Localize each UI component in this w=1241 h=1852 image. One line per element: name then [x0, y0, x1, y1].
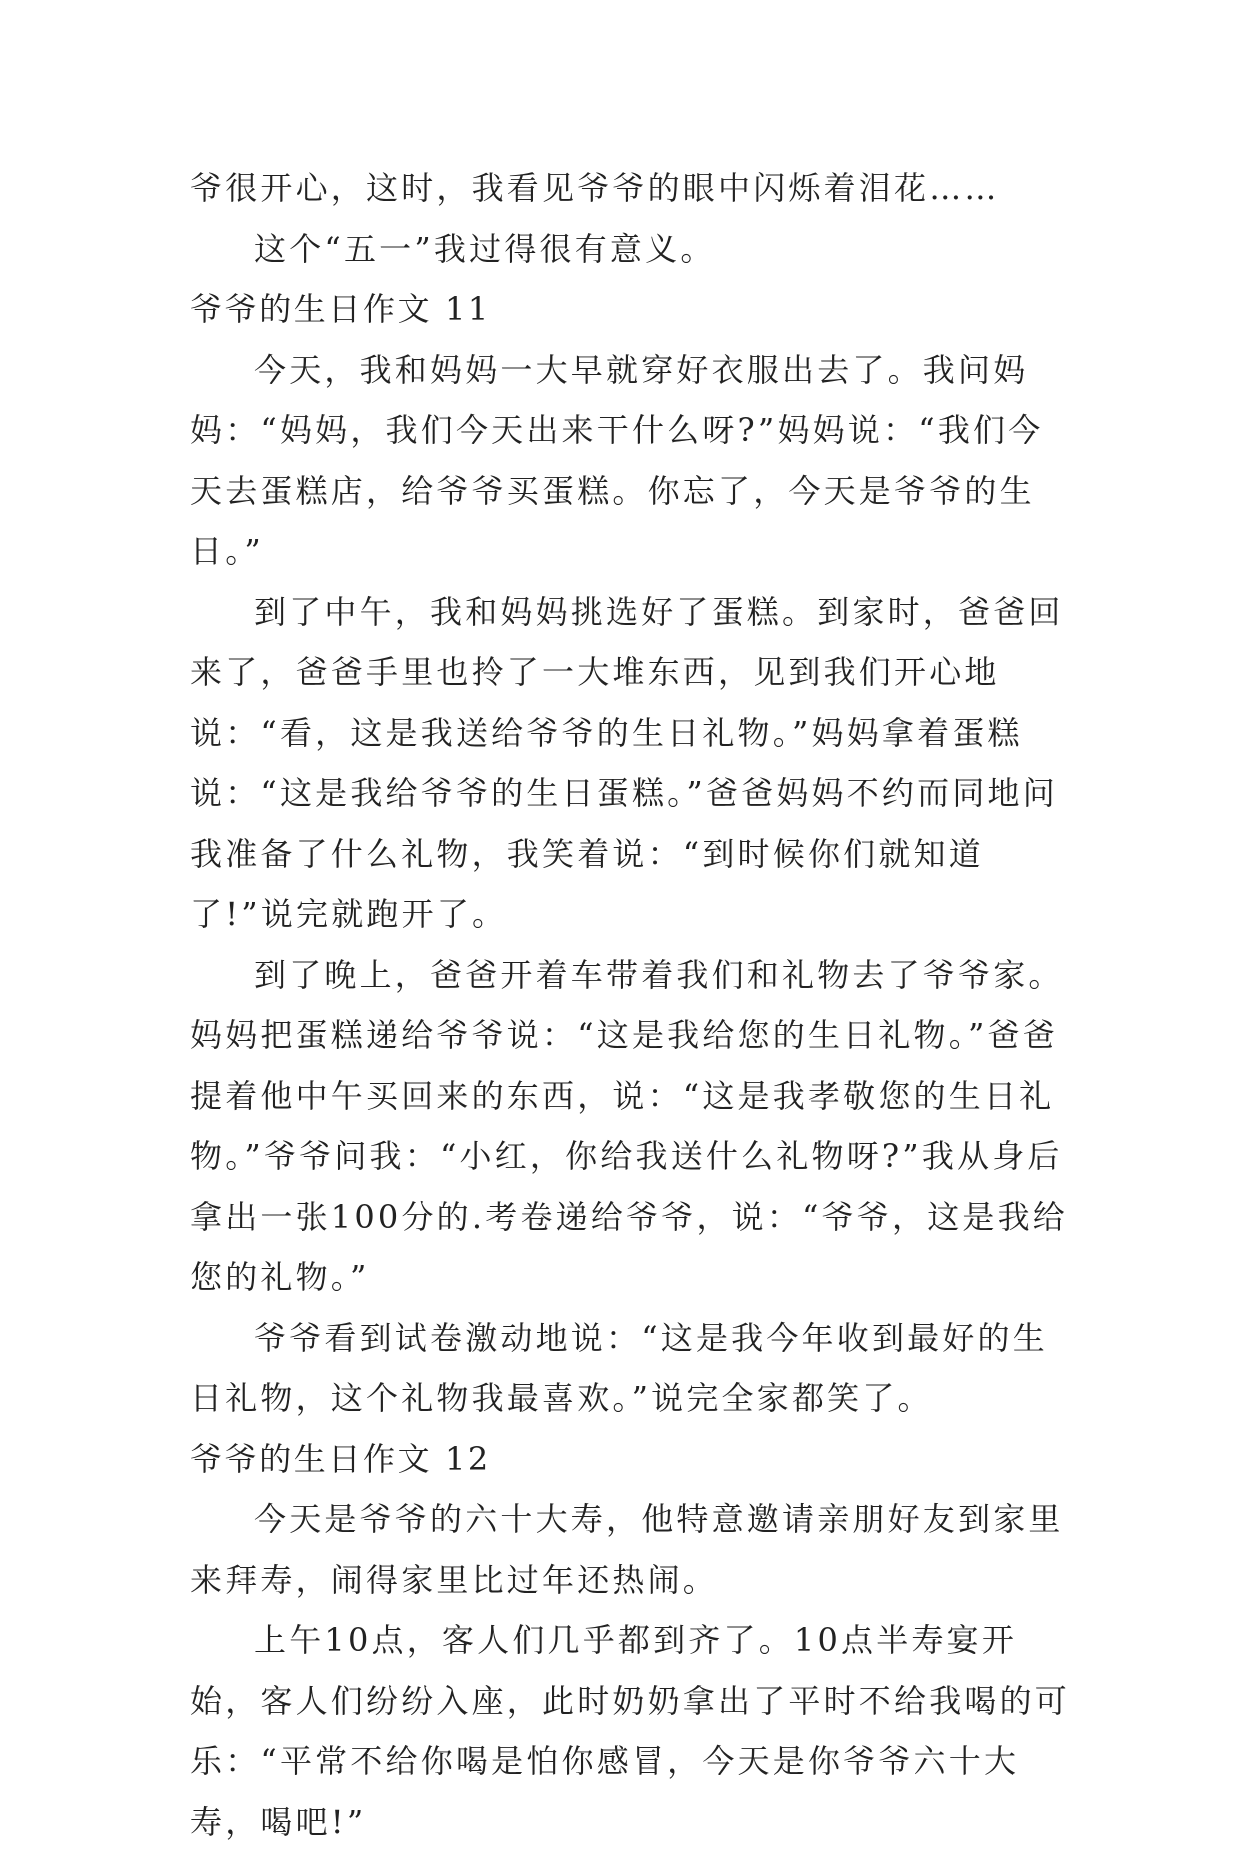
paragraph: 爷爷看到试卷激动地说：“这是我今年收到最好的生日礼物，这个礼物我最喜欢。”说完全家都笑了。 — [190, 1318, 1048, 1417]
document-body — [190, 158, 1070, 1852]
essay-title-11: 爷爷的生日作文 11 — [190, 290, 491, 328]
paragraph: 今天是爷爷的六十大寿，他特意邀请亲朋好友到家里来拜寿，闹得家里比过年还热闹。 — [190, 1500, 1064, 1599]
paragraph: 上午10点，客人们几乎都到齐了。10点半寿宴开始，客人们纷纷入座，此时奶奶拿出了平时不给我喝的可乐：“平常不给你喝是怕你感冒，今天是你爷爷六十大寿，喝吧!” — [190, 1621, 1071, 1841]
essay-title-12: 爷爷的生日作文 12 — [190, 1439, 491, 1478]
paragraph: 今天，我和妈妈一大早就穿好衣服出去了。我问妈妈：“妈妈，我们今天出来干什么呀?”妈妈说：“我们今天去蛋糕店，给爷爷买蛋糕。你忘了，今天是爷爷的生日。” — [190, 350, 1044, 570]
paragraph: 到了晚上，爸爸开着车带着我们和礼物去了爷爷家。妈妈把蛋糕递给爷爷说：“这是我给您的生日礼物。”爸爸提着他中午买回来的东西，说：“这是我孝敬您的生日礼物。”爷爷问我：“小红，你给我送什么礼物呀?”我从身后拿出一张100分的.考卷递给爷爷，说：“爷爷，这是我给您的礼物。” — [190, 955, 1069, 1296]
paragraph: 到了中午，我和妈妈挑选好了蛋糕。到家时，爸爸回来了，爸爸手里也拎了一大堆东西，见到我们开心地说：“看，这是我送给爷爷的生日礼物。”妈妈拿着蛋糕说：“这是我给爷爷的生日蛋糕。”爸爸妈妈不约而同地问我准备了什么礼物，我笑着说：“到时候你们就知道了!”说完就跑开了。 — [190, 592, 1064, 933]
paragraph-continuation: 爷很开心，这时，我看见爷爷的眼中闪烁着泪花…… — [190, 169, 1000, 207]
paragraph-conclusion: 这个“五一”我过得很有意义。 — [254, 229, 716, 268]
